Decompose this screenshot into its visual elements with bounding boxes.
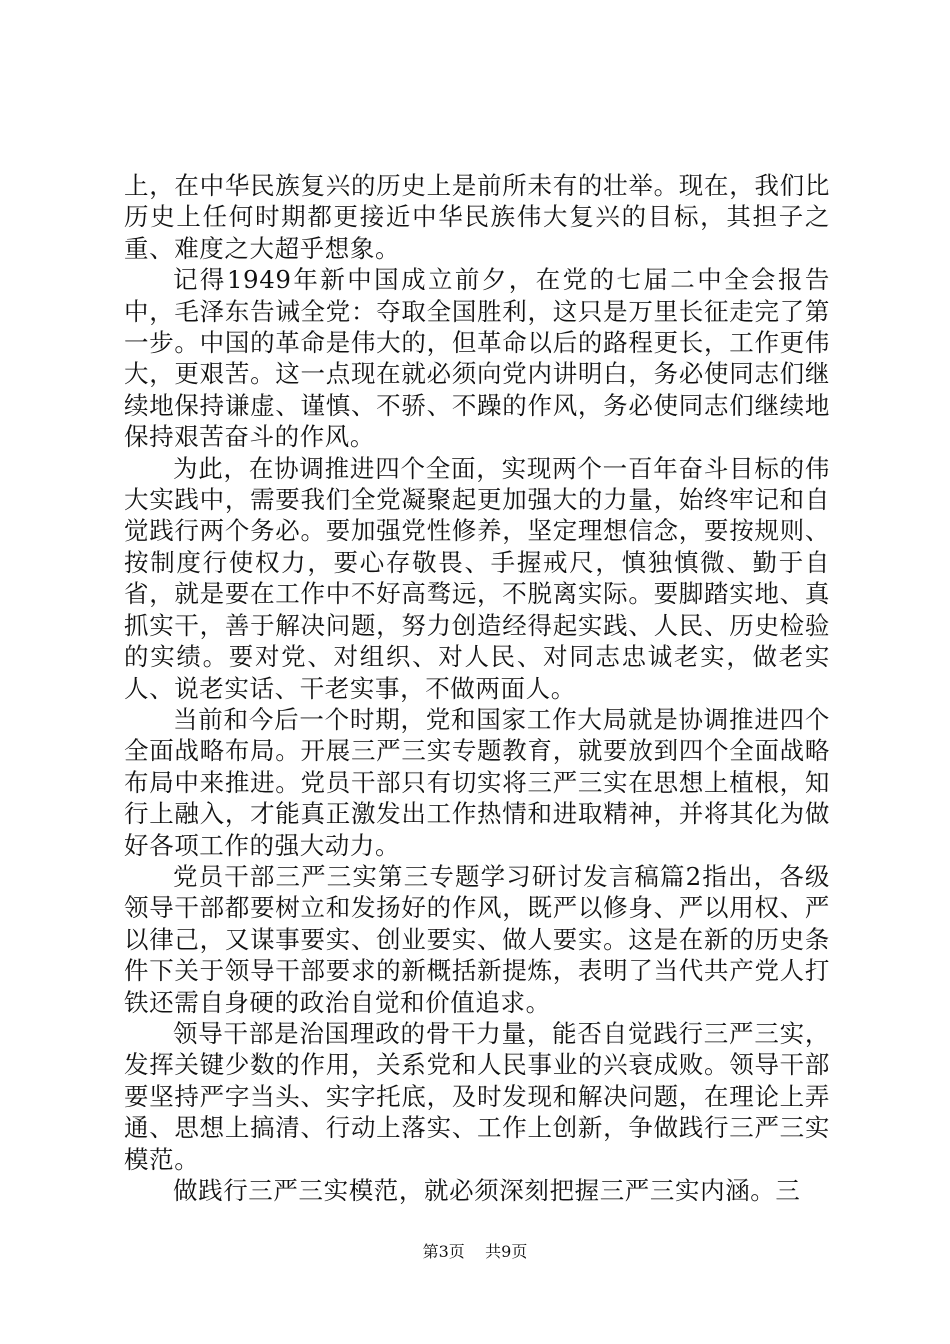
page-number: 第3页	[422, 1242, 465, 1261]
paragraph-5: 党员干部三严三实第三专题学习研讨发言稿篇2指出，各级领导干部都要树立和发扬好的作风，既严以修身、严以用权、严以律己，又谋事要实、创业要实、做人要实。这是在新的历史条件下关于领导干部要求的新概括新提炼，表明了当代共产党人打铁还需自身硬的政治自觉和价值追求。	[124, 861, 830, 1017]
document-body	[124, 170, 830, 1206]
paragraph-4: 当前和今后一个时期，党和国家工作大局就是协调推进四个全面战略布局。开展三严三实专题教育，就要放到四个全面战略布局中来推进。党员干部只有切实将三严三实在思想上植根，知行上融入，才能真正激发出工作热情和进取精神，并将其化为做好各项工作的强大动力。	[124, 704, 830, 860]
footer-spacer	[470, 1242, 480, 1261]
page-footer	[0, 1242, 950, 1262]
paragraph-1: 上，在中华民族复兴的历史上是前所未有的壮举。现在，我们比历史上任何时期都更接近中华民族伟大复兴的目标，其担子之重、难度之大超乎想象。	[124, 171, 830, 263]
paragraph-6: 领导干部是治国理政的骨干力量，能否自觉践行三严三实，发挥关键少数的作用，关系党和人民事业的兴衰成败。领导干部要坚持严字当头、实字托底，及时发现和解决问题，在理论上弄通、思想上搞清、行动上落实、工作上创新，争做践行三严三实模范。	[124, 1018, 830, 1174]
paragraph-2: 记得1949年新中国成立前夕，在党的七届二中全会报告中，毛泽东告诫全党：夺取全国胜利，这只是万里长征走完了第一步。中国的革命是伟大的，但革命以后的路程更长，工作更伟大，更艰苦。这一点现在就必须向党内讲明白，务必使同志们继续地保持谦虚、谨慎、不骄、不躁的作风，务必使同志们继续地保持艰苦奋斗的作风。	[124, 265, 830, 452]
paragraph-3: 为此，在协调推进四个全面，实现两个一百年奋斗目标的伟大实践中，需要我们全党凝聚起更加强大的力量，始终牢记和自觉践行两个务必。要加强党性修养，坚定理想信念，要按规则、按制度行使权力，要心存敬畏、手握戒尺，慎独慎微、勤于自省，就是要在工作中不好高骛远，不脱离实际。要脚踏实地、真抓实干，善于解决问题，努力创造经得起实践、人民、历史检验的实绩。要对党、对组织、对人民、对同志忠诚老实，做老实人、说老实话、干老实事，不做两面人。	[124, 453, 830, 703]
page-total: 共9页	[485, 1242, 528, 1261]
paragraph-7: 做践行三严三实模范，就必须深刻把握三严三实内涵。三	[173, 1176, 801, 1205]
